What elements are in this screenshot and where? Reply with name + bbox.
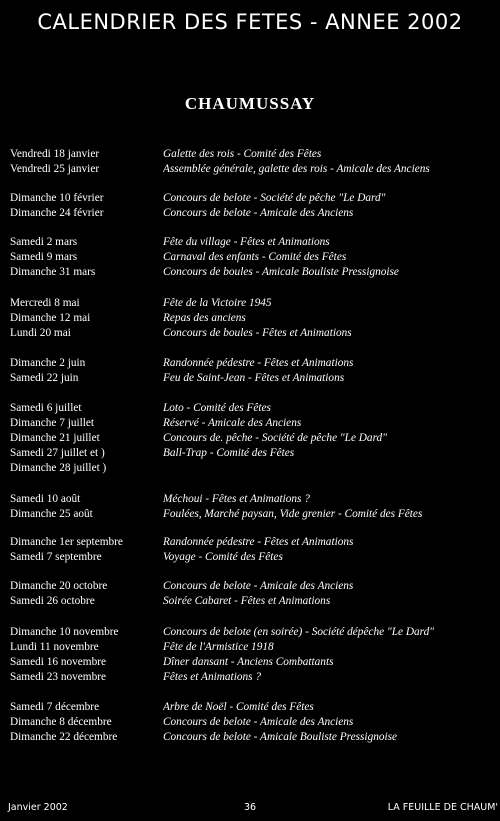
event-row xyxy=(0,625,500,640)
event-date: Dimanche 2 juin xyxy=(10,357,86,369)
event-description: Méchoui - Fêtes et Animations ? xyxy=(163,493,310,505)
event-date: Vendredi 25 janvier xyxy=(10,163,100,175)
event-date: Dimanche 28 juillet ) xyxy=(10,462,107,474)
month-group xyxy=(0,296,500,341)
event-description: Randonnée pédestre - Fêtes et Animations xyxy=(163,536,354,548)
event-date: Dimanche 25 août xyxy=(10,508,93,520)
event-row xyxy=(0,147,500,162)
event-description: Fêtes et Animations ? xyxy=(163,671,261,683)
event-date: Vendredi 18 janvier xyxy=(10,148,100,160)
event-description: Carnaval des enfants - Comité des Fêtes xyxy=(163,251,347,263)
event-description: Dîner dansant - Anciens Combattants xyxy=(163,656,334,668)
month-group xyxy=(0,700,500,745)
event-date: Samedi 7 septembre xyxy=(10,551,102,563)
event-description: Arbre de Noël - Comité des Fêtes xyxy=(163,701,314,713)
event-date: Dimanche 31 mars xyxy=(10,266,96,278)
event-description: Repas des anciens xyxy=(163,312,246,324)
page-footer xyxy=(0,800,500,816)
month-group xyxy=(0,147,500,177)
event-description: Concours de belote (en soirée) - Société dépêche "Le Dard" xyxy=(163,626,435,638)
event-date: Samedi 16 novembre xyxy=(10,656,107,668)
event-date: Dimanche 22 décembre xyxy=(10,731,118,743)
event-date: Dimanche 1er septembre xyxy=(10,536,123,548)
event-date: Dimanche 21 juillet xyxy=(10,432,100,444)
event-row xyxy=(0,640,500,655)
event-date: Samedi 22 juin xyxy=(10,372,79,384)
event-row xyxy=(0,730,500,745)
event-row xyxy=(0,670,500,685)
month-group xyxy=(0,625,500,685)
event-date: Samedi 2 mars xyxy=(10,236,78,248)
event-row xyxy=(0,594,500,609)
event-row xyxy=(0,371,500,386)
event-row xyxy=(0,191,500,206)
event-row xyxy=(0,296,500,311)
event-description: Concours de boules - Amicale Bouliste Pressignoise xyxy=(163,266,399,278)
event-date: Dimanche 7 juillet xyxy=(10,417,95,429)
event-row xyxy=(0,446,500,461)
month-group xyxy=(0,401,500,476)
event-row xyxy=(0,356,500,371)
event-description xyxy=(163,461,500,476)
event-row xyxy=(0,579,500,594)
village-heading: CHAUMUSSAY xyxy=(184,94,316,113)
event-row xyxy=(0,492,500,507)
event-date: Samedi 6 juillet xyxy=(10,402,82,414)
event-date: Samedi 10 août xyxy=(10,493,81,505)
event-description: Concours de belote - Société de pêche "Le Dard" xyxy=(163,192,386,204)
calendar-list xyxy=(0,133,500,745)
event-date: Dimanche 24 février xyxy=(10,207,104,219)
event-row xyxy=(0,206,500,221)
event-date: Lundi 20 mai xyxy=(10,327,71,339)
event-description: Ball-Trap - Comité des Fêtes xyxy=(163,447,295,459)
event-description: Feu de Saint-Jean - Fêtes et Animations xyxy=(163,372,345,384)
event-date: Samedi 7 décembre xyxy=(10,701,100,713)
event-row xyxy=(0,700,500,715)
footer-page-number: 36 xyxy=(244,802,257,813)
event-row xyxy=(0,265,500,280)
event-date: Dimanche 10 février xyxy=(10,192,104,204)
event-row xyxy=(0,162,500,177)
event-row xyxy=(0,507,500,522)
footer-issue-date: Janvier 2002 xyxy=(8,802,68,813)
event-description: Foulées, Marché paysan, Vide grenier - Comité des Fêtes xyxy=(163,508,423,520)
event-date: Samedi 26 octobre xyxy=(10,595,95,607)
month-group xyxy=(0,356,500,386)
month-group xyxy=(0,235,500,280)
event-date: Dimanche 8 décembre xyxy=(10,716,112,728)
event-row xyxy=(0,655,500,670)
event-row xyxy=(0,250,500,265)
event-description: Soirée Cabaret - Fêtes et Animations xyxy=(163,595,331,607)
event-description: Concours de boules - Fêtes et Animations xyxy=(163,327,352,339)
event-description: Concours de belote - Amicale des Anciens xyxy=(163,207,354,219)
event-date: Samedi 27 juillet et ) xyxy=(10,447,105,459)
event-date: Samedi 23 novembre xyxy=(10,671,107,683)
event-description: Concours de belote - Amicale des Anciens xyxy=(163,716,354,728)
event-date: Dimanche 20 octobre xyxy=(10,580,108,592)
event-description: Fête de l'Armistice 1918 xyxy=(163,641,274,653)
event-date: Dimanche 12 mai xyxy=(10,312,91,324)
event-date: Lundi 11 novembre xyxy=(10,641,99,653)
event-row xyxy=(0,311,500,326)
event-row xyxy=(0,401,500,416)
event-description: Réservé - Amicale des Anciens xyxy=(163,417,302,429)
month-group xyxy=(0,492,500,522)
event-description: Assemblée générale, galette des rois - Amicale des Anciens xyxy=(163,163,430,175)
event-description: Concours de belote - Amicale des Anciens xyxy=(163,580,354,592)
event-row xyxy=(0,416,500,431)
event-description: Galette des rois - Comité des Fêtes xyxy=(163,148,322,160)
event-description: Concours de belote - Amicale Bouliste Pressignoise xyxy=(163,731,398,743)
event-description: Fête du village - Fêtes et Animations xyxy=(163,236,330,248)
footer-publication-name: LA FEUILLE DE CHAUM' xyxy=(387,802,498,813)
event-description: Randonnée pédestre - Fêtes et Animations xyxy=(163,357,354,369)
event-row xyxy=(0,431,500,446)
event-row xyxy=(0,235,500,250)
event-date: Samedi 9 mars xyxy=(10,251,78,263)
event-date: Mercredi 8 mai xyxy=(10,297,80,309)
event-description: Loto - Comité des Fêtes xyxy=(163,402,271,414)
month-group xyxy=(0,535,500,565)
event-description: Concours de. pêche - Société de pêche "Le Dard" xyxy=(163,432,387,444)
event-row xyxy=(0,535,500,550)
event-row xyxy=(0,715,500,730)
event-description: Fête de la Victoire 1945 xyxy=(163,297,272,309)
event-row xyxy=(0,550,500,565)
month-group xyxy=(0,579,500,609)
month-group xyxy=(0,191,500,221)
page-title: CALENDRIER DES FETES - ANNEE 2002 xyxy=(37,10,463,34)
event-description: Voyage - Comité des Fêtes xyxy=(163,551,283,563)
event-row xyxy=(0,326,500,341)
event-date: Dimanche 10 novembre xyxy=(10,626,119,638)
event-row xyxy=(0,461,500,476)
